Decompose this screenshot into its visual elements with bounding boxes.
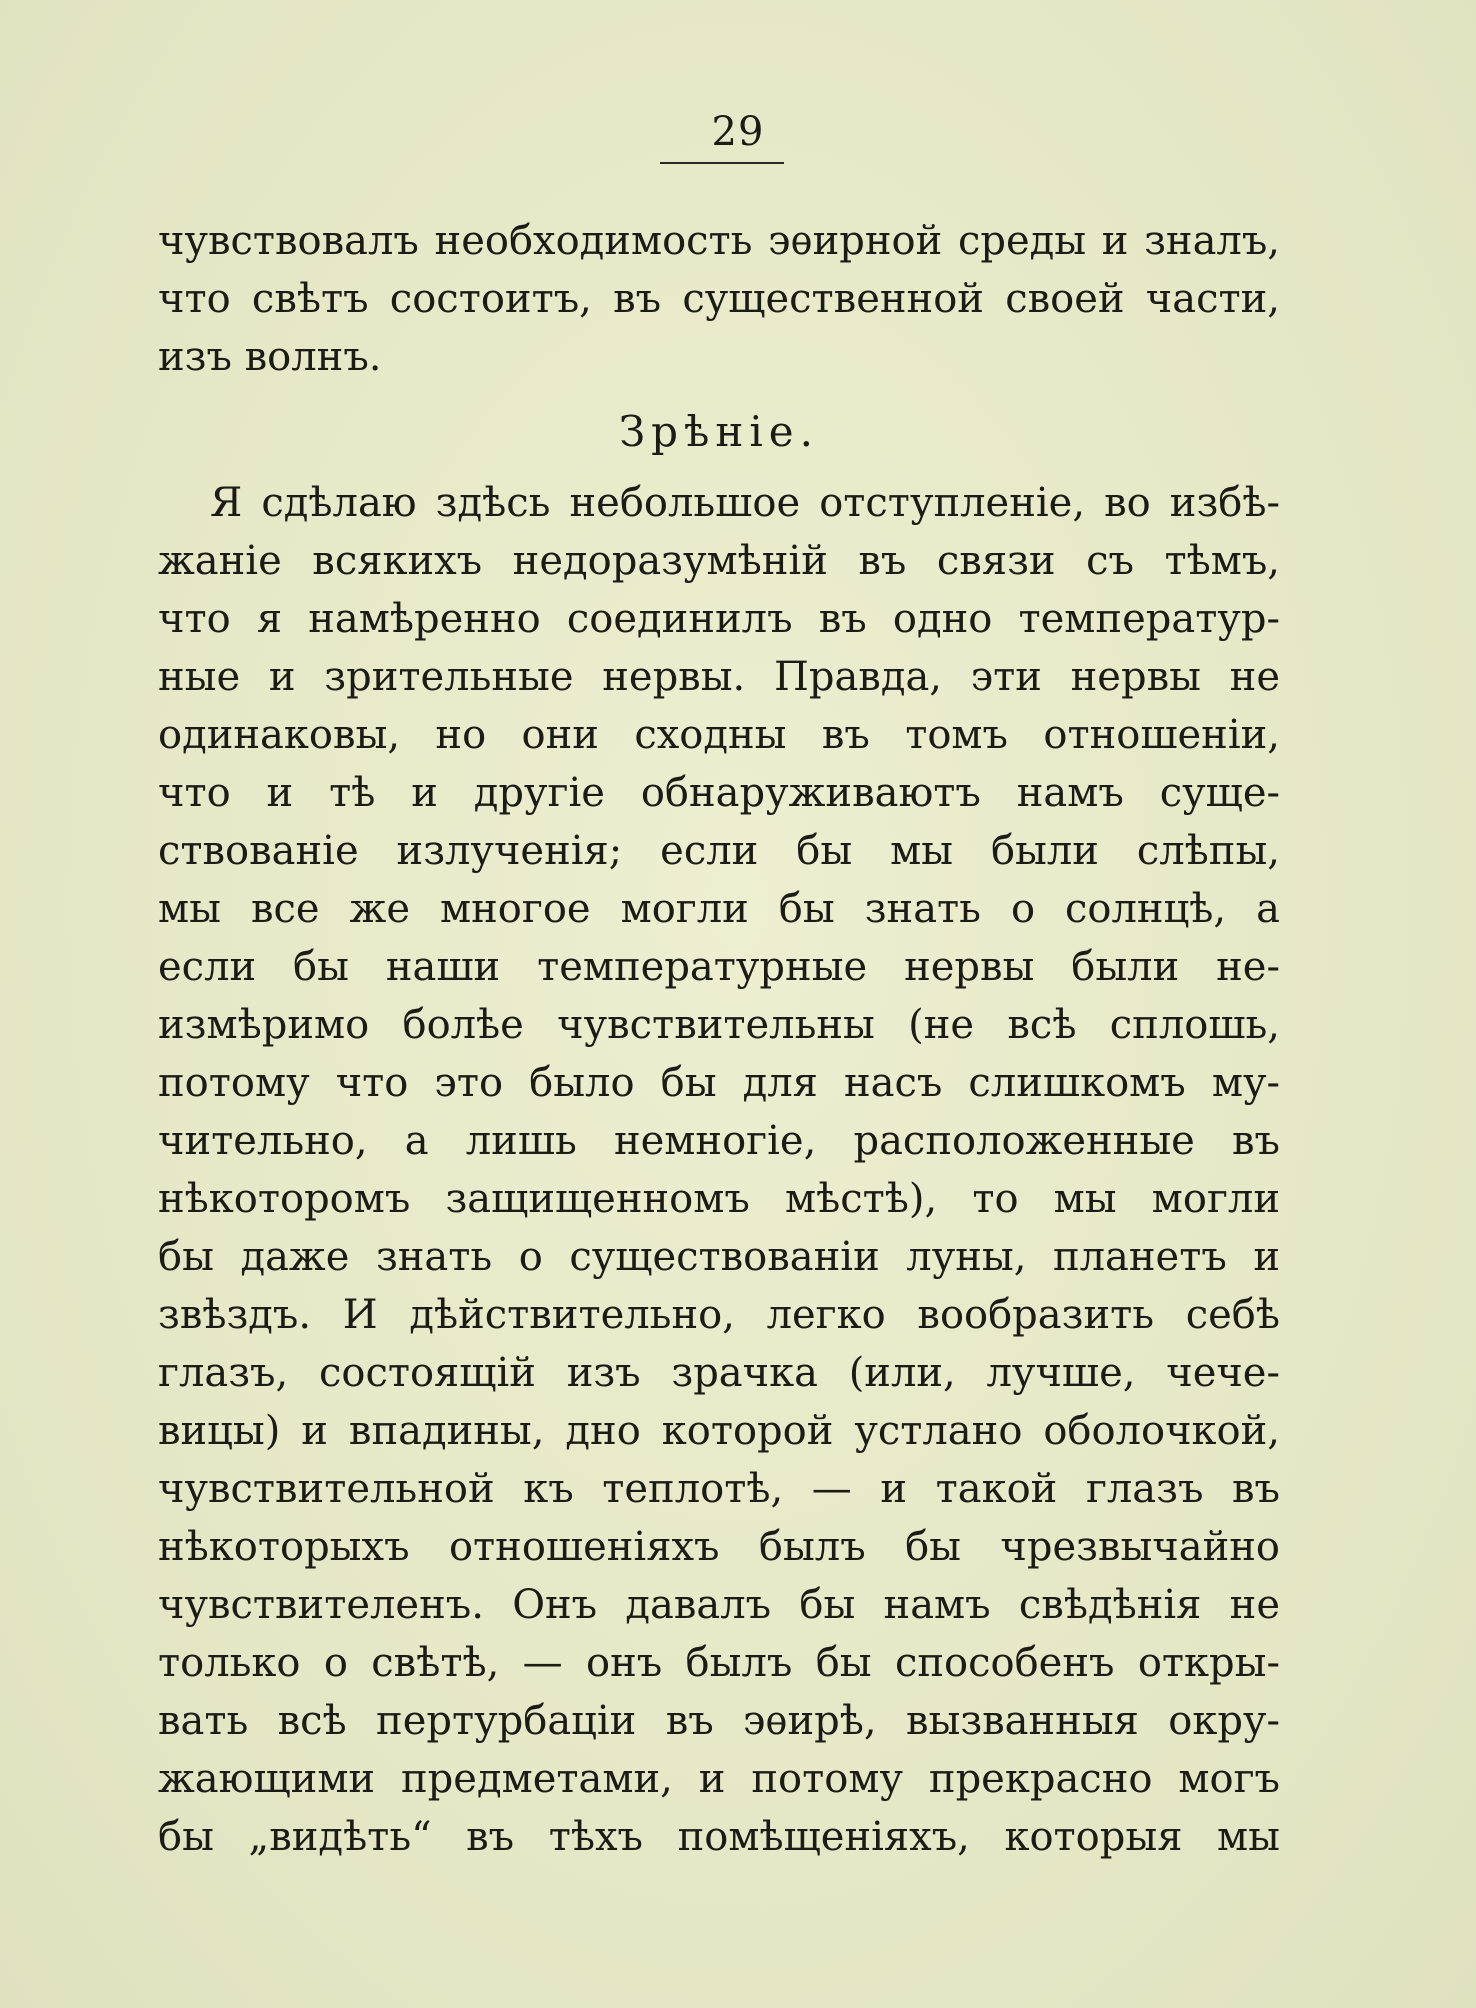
text-line: измѣримо болѣе чувствительны (не всѣ сплошь,	[158, 1002, 1280, 1048]
page-number-rule	[660, 162, 784, 164]
section-heading: Зрѣніе.	[618, 407, 819, 456]
text-line: что и тѣ и другіе обнаруживаютъ намъ суще-	[158, 770, 1280, 816]
text-line: чувствительной къ теплотѣ, — и такой глазъ въ	[158, 1466, 1280, 1512]
text-line: чительно, а лишь немногіе, расположенные въ	[158, 1118, 1280, 1164]
text-line: нѣкоторомъ защищенномъ мѣстѣ), то мы могли	[158, 1176, 1280, 1222]
text-line: одинаковы, но они сходны въ томъ отношеніи,	[158, 712, 1280, 758]
text-line: что я намѣренно соединилъ въ одно температур-	[158, 596, 1280, 642]
text-line: мы все же многое могли бы знать о солнцѣ, а	[158, 886, 1280, 932]
text-line: потому что это было бы для насъ слишкомъ му-	[158, 1060, 1280, 1106]
text-line: что свѣтъ состоитъ, въ существенной своей части,	[158, 276, 1280, 322]
text-line: Я сдѣлаю здѣсь небольшое отступленіе, во избѣ-	[210, 480, 1280, 526]
text-line: глазъ, состоящій изъ зрачка (или, лучше, чече-	[158, 1350, 1280, 1396]
text-line: жаніе всякихъ недоразумѣній въ связи съ тѣмъ,	[158, 538, 1280, 584]
text-line: ствованіе излученія; если бы мы были слѣпы,	[158, 828, 1280, 874]
page-text	[158, 212, 1280, 1866]
text-line: только о свѣтѣ, — онъ былъ бы способенъ откры-	[158, 1640, 1280, 1686]
text-line: вицы) и впадины, дно которой устлано оболочкой,	[158, 1408, 1280, 1454]
text-line: чувствовалъ необходимость эѳирной среды и зналъ,	[158, 218, 1280, 264]
text-line: ные и зрительные нервы. Правда, эти нервы не	[158, 654, 1280, 700]
text-line: изъ волнъ.	[158, 334, 382, 380]
text-line: бы „видѣть“ въ тѣхъ помѣщеніяхъ, которыя мы	[158, 1814, 1280, 1860]
page-number: 29	[711, 109, 765, 155]
text-line: вать всѣ пертурбаціи въ эѳирѣ, вызванныя окру-	[158, 1698, 1280, 1744]
text-line: бы даже знать о существованіи луны, планетъ и	[158, 1234, 1280, 1280]
text-line: жающими предметами, и потому прекрасно могъ	[158, 1756, 1280, 1802]
text-line: нѣкоторыхъ отношеніяхъ былъ бы чрезвычайно	[158, 1524, 1280, 1570]
text-line: звѣздъ. И дѣйствительно, легко вообразить себѣ	[158, 1292, 1280, 1338]
text-line: чувствителенъ. Онъ давалъ бы намъ свѣдѣнія не	[158, 1582, 1280, 1628]
text-line: если бы наши температурные нервы были не-	[158, 944, 1280, 990]
